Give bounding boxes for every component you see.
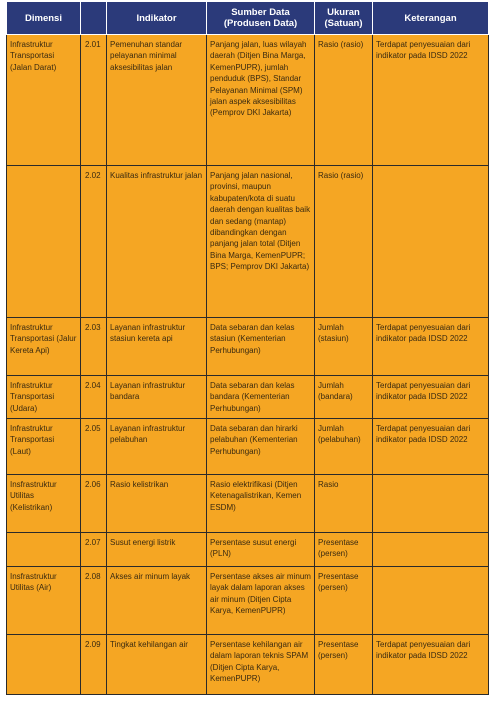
header-dimensi: Dimensi [7, 2, 81, 35]
table-row [7, 318, 489, 376]
indicator-cell: Susut energi listrik [107, 533, 207, 567]
header-ukuran: Ukuran (Satuan) [315, 2, 373, 35]
table-row [7, 35, 489, 166]
note-cell: Terdapat penyesuaian dari indikator pada IDSD 2022 [373, 318, 489, 376]
header-no [81, 2, 107, 35]
table-row [7, 419, 489, 475]
table-row [7, 475, 489, 533]
table-row [7, 533, 489, 567]
indicator-cell: Tingkat kehilangan air [107, 635, 207, 695]
dimensi-cell [7, 166, 81, 318]
table-row [7, 166, 489, 318]
data-source-cell: Data sebaran dan kelas bandara (Kementerian Perhubungan) [207, 376, 315, 419]
indicator-cell: Kualitas infrastruktur jalan [107, 166, 207, 318]
indicator-cell: Pemenuhan standar pelayanan minimal aksesibilitas jalan [107, 35, 207, 166]
dimensi-cell: Insfrastruktur Utilitas (Kelistrikan) [7, 475, 81, 533]
unit-cell: Rasio [315, 475, 373, 533]
indicator-cell: Layanan infrastruktur bandara [107, 376, 207, 419]
note-cell [373, 567, 489, 635]
indicator-number-cell: 2.03 [81, 318, 107, 376]
unit-cell: Presentase (persen) [315, 567, 373, 635]
table-header-row [7, 2, 489, 35]
note-cell [373, 166, 489, 318]
data-source-cell: Persentase susut energi (PLN) [207, 533, 315, 567]
data-source-cell: Persentase akses air minum layak dalam laporan akses air minum (Ditjen Cipta Karya, KemenPUPR) [207, 567, 315, 635]
dimensi-cell: Infrastruktur Transportasi (Udara) [7, 376, 81, 419]
indicator-cell: Rasio kelistrikan [107, 475, 207, 533]
indicator-cell: Akses air minum layak [107, 567, 207, 635]
header-indikator: Indikator [107, 2, 207, 35]
dimensi-cell: Infrastruktur Transportasi (Jalur Kereta Api) [7, 318, 81, 376]
note-cell: Terdapat penyesuaian dari indikator pada IDSD 2022 [373, 635, 489, 695]
dimensi-cell: Infrastruktur Transportasi (Jalan Darat) [7, 35, 81, 166]
indicator-number-cell: 2.06 [81, 475, 107, 533]
note-cell: Terdapat penyesuaian dari indikator pada IDSD 2022 [373, 376, 489, 419]
note-cell [373, 475, 489, 533]
unit-cell: Jumlah (pelabuhan) [315, 419, 373, 475]
data-source-cell: Panjang jalan, luas wilayah daerah (Ditjen Bina Marga, KemenPUPR), jumlah penduduk (BPS), Standar Pelayanan Minimal (SPM) jalan aspek aksesibilitas (Pemprov DKI Jakarta) [207, 35, 315, 166]
unit-cell: Rasio (rasio) [315, 166, 373, 318]
unit-cell: Jumlah (bandara) [315, 376, 373, 419]
indicator-table [6, 1, 489, 695]
table-row [7, 635, 489, 695]
indicator-number-cell: 2.05 [81, 419, 107, 475]
indicator-number-cell: 2.08 [81, 567, 107, 635]
data-source-cell: Data sebaran dan kelas stasiun (Kementerian Perhubungan) [207, 318, 315, 376]
dimensi-cell: Infrastruktur Transportasi (Laut) [7, 419, 81, 475]
table-row [7, 376, 489, 419]
dimensi-cell [7, 533, 81, 567]
dimensi-cell: Insfrastruktur Utilitas (Air) [7, 567, 81, 635]
indicator-number-cell: 2.04 [81, 376, 107, 419]
indicator-cell: Layanan infrastruktur pelabuhan [107, 419, 207, 475]
indicator-number-cell: 2.07 [81, 533, 107, 567]
unit-cell: Presentase (persen) [315, 533, 373, 567]
data-source-cell: Persentase kehilangan air dalam laporan teknis SPAM (Ditjen Cipta Karya, KemenPUPR) [207, 635, 315, 695]
indicator-number-cell: 2.09 [81, 635, 107, 695]
data-source-cell: Data sebaran dan hirarki pelabuhan (Kementerian Perhubungan) [207, 419, 315, 475]
indicator-table-container [6, 1, 489, 695]
indicator-number-cell: 2.01 [81, 35, 107, 166]
header-keterangan: Keterangan [373, 2, 489, 35]
unit-cell: Jumlah (stasiun) [315, 318, 373, 376]
note-cell [373, 533, 489, 567]
indicator-cell: Layanan infrastruktur stasiun kereta api [107, 318, 207, 376]
table-body [7, 35, 489, 695]
indicator-number-cell: 2.02 [81, 166, 107, 318]
unit-cell: Rasio (rasio) [315, 35, 373, 166]
dimensi-cell [7, 635, 81, 695]
data-source-cell: Panjang jalan nasional, provinsi, maupun kabupaten/kota di suatu daerah dengan kualitas baik dan sedang (mantap) dibandingkan dengan panjang jalan total (Ditjen Bina Marga, KemenPUPR; BPS; Pemprov DKI Jakarta) [207, 166, 315, 318]
table-row [7, 567, 489, 635]
header-sumber-data: Sumber Data (Produsen Data) [207, 2, 315, 35]
note-cell: Terdapat penyesuaian dari indikator pada IDSD 2022 [373, 35, 489, 166]
unit-cell: Presentase (persen) [315, 635, 373, 695]
note-cell: Terdapat penyesuaian dari indikator pada IDSD 2022 [373, 419, 489, 475]
data-source-cell: Rasio elektrifikasi (Ditjen Ketenagalistrikan, Kemen ESDM) [207, 475, 315, 533]
